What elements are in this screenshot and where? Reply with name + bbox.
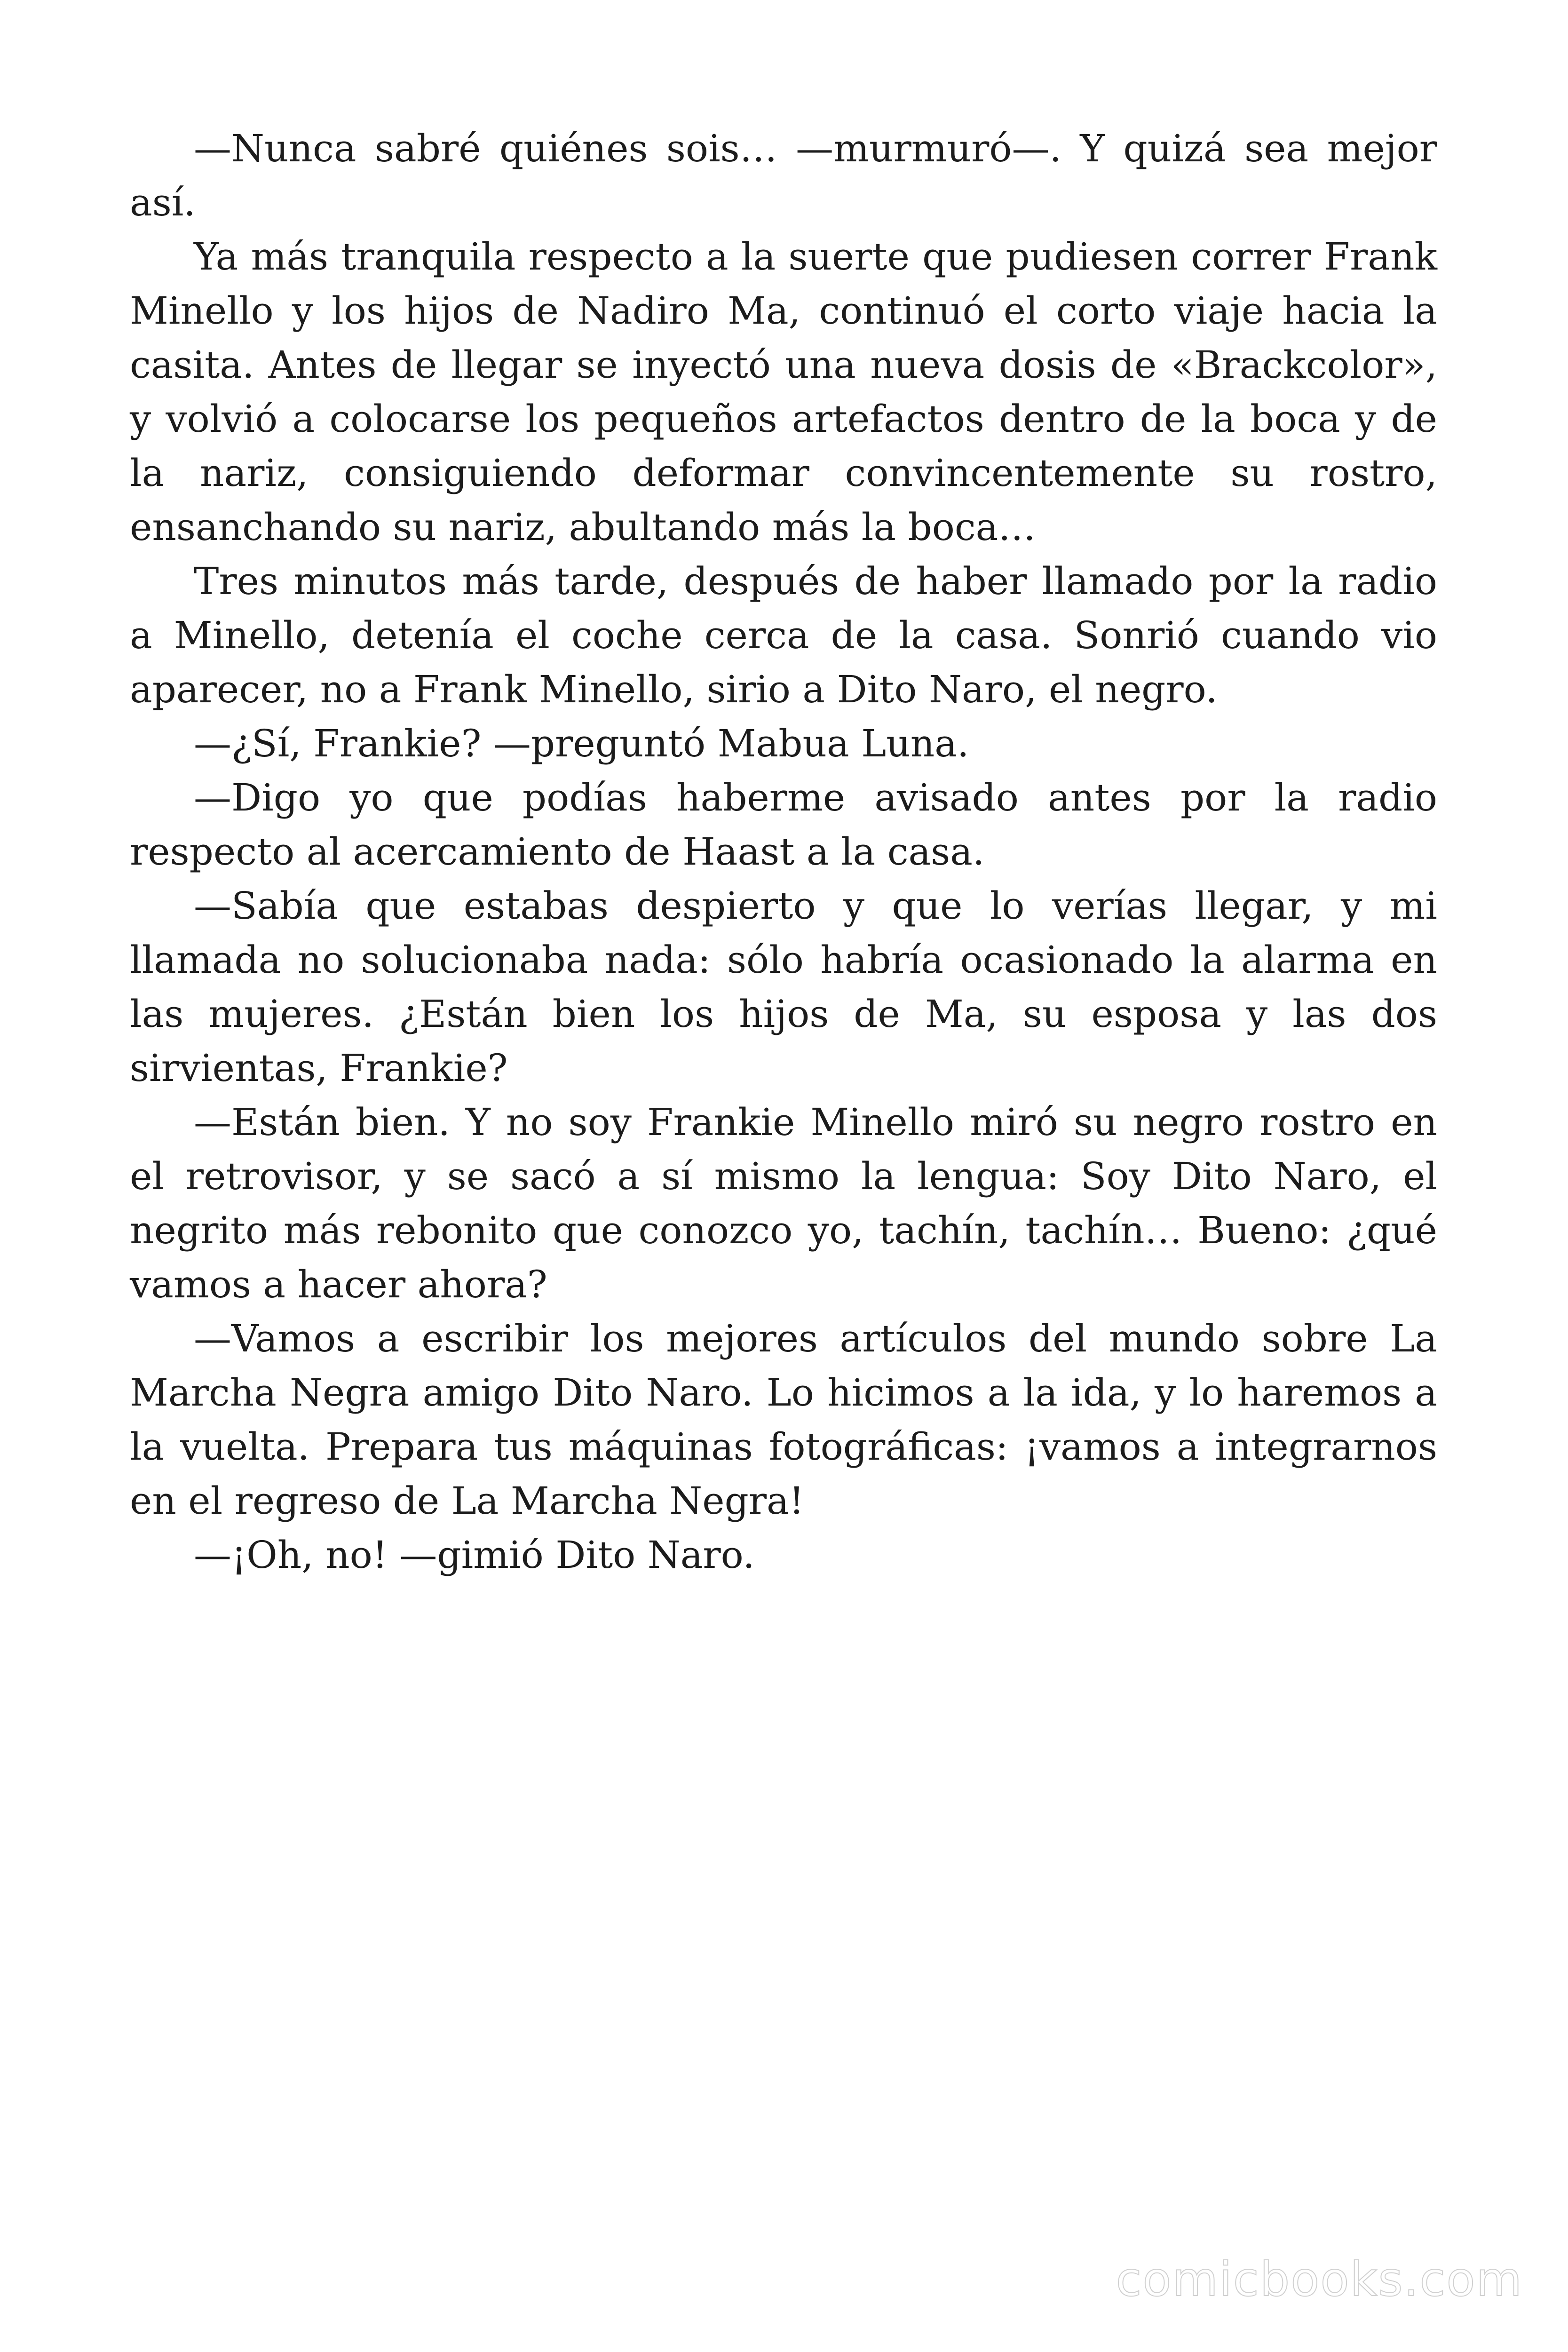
paragraph-3: Tres minutos más tarde, después de haber llamado por la radio a Minello, detenía el coche cerca de la casa. Sonrió cuando vio aparecer, no a Frank Minello, sirio a Dito Naro, el negro. (130, 559, 1437, 711)
paragraph-6: —Sabía que estabas despierto y que lo verías llegar, y mi llamada no solucionaba nada: sólo habría ocasionado la alarma en las mujeres. ¿Están bien los hijos de Ma, su esposa y las dos sirvientas, Frankie? (130, 884, 1437, 1090)
paragraph-8: —Vamos a escribir los mejores artículos del mundo sobre La Marcha Negra amigo Dito Naro. Lo hicimos a la ida, y lo haremos a la vuelta. Prepara tus máquinas fotográficas: ¡vamos a integrarnos en el regreso de La Marcha Negra! (130, 1317, 1437, 1523)
watermark: comicbooks.com (1116, 2252, 1523, 2307)
paragraph-2: Ya más tranquila respecto a la suerte que pudiesen correr Frank Minello y los hijos de Nadiro Ma, continuó el corto viaje hacia la casita. Antes de llegar se inyectó una nueva dosis de «Brackcolor», y volvió a colocarse los pequeños artefactos dentro de la boca y de la nariz, consiguiendo deformar convincentemente su rostro, ensanchando su nariz, abultando más la boca… (130, 235, 1437, 549)
paragraph-9: —¡Oh, no! —gimió Dito Naro. (194, 1533, 755, 1577)
paragraph-5: —Digo yo que podías haberme avisado antes por la radio respecto al acercamiento de Haast a la casa. (130, 776, 1437, 874)
paragraph-7: —Están bien. Y no soy Frankie Minello miró su negro rostro en el retrovisor, y se sacó a sí mismo la lengua: Soy Dito Naro, el negrito más rebonito que conozco yo, tachín, tachín… Bueno: ¿qué vamos a hacer ahora? (130, 1100, 1437, 1306)
paragraph-1: —Nunca sabré quiénes sois… —murmuró—. Y quizá sea mejor así. (130, 127, 1437, 224)
paragraph-4: —¿Sí, Frankie? —preguntó Mabua Luna. (194, 722, 969, 765)
body-text (130, 121, 1437, 1582)
